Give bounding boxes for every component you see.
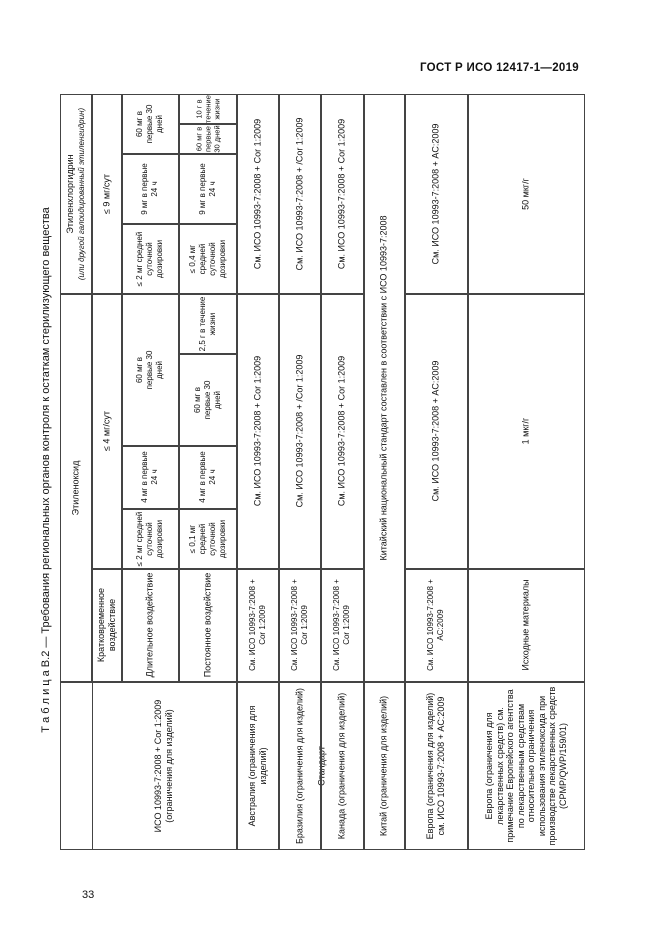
regulatory-table [60,94,585,850]
header-standard: Стандарт [60,682,585,850]
iso-perm-ech-daily: ≤ 0,4 мг средней суточной дозировки [179,224,237,294]
iso-perm-ech-24h: 9 мг в первые 24 ч [179,154,237,224]
row-europe-devices-exposure: См. ИСО 10993-7:2008 + AC:2009 [405,569,468,682]
row-canada-eo: См. ИСО 10993-7:2008 + Cor 1:2009 [321,294,364,569]
header-ech [60,94,92,294]
row-europe-devices-eo: См. ИСО 10993-7:2008 + AC:2009 [405,294,468,569]
iso-perm-eo-lifetime: 2,5 г в течение жизни [179,294,237,354]
iso-long-eo-daily: ≤ 2 мг средней суточной дозировки [122,509,179,569]
row-brazil-eo: См. ИСО 10993-7:2008 + /Cor 1:2009 [279,294,321,569]
iso-long-eo-24h: 4 мг в первые 24 ч [122,446,179,509]
iso-perm-eo-daily: ≤ 0,1 мг средней суточной дозировки [179,509,237,569]
row-europe-devices-ech: См. ИСО 10993-7:2008 + AC:2009 [405,94,468,294]
iso-short-eo: ≤ 4 мг/сут [92,294,122,569]
row-canada-exposure: См. ИСО 10993-7:2008 + Cor 1:2009 [321,569,364,682]
page-number: 33 [82,889,95,901]
iso-long-eo-30d: 60 мг в первые 30 дней [122,294,179,446]
row-canada-ech: См. ИСО 10993-7:2008 + Cor 1:2009 [321,94,364,294]
iso-perm-eo-24h: 4 мг в первые 24 ч [179,446,237,509]
row-canada-standard: Канада (ограничения для изделий) [321,682,364,850]
row-europe-devices-standard: Европа (ограничения для изделий) см. ИСО 10993-7:2008 + AC:2009 [405,682,468,850]
iso-long-exposure: Длительное воздействие [122,569,179,682]
row-australia-exposure: См. ИСО 10993-7:2008 + Cor 1:2009 [237,569,279,682]
row-europe-medicines-ech: 50 мкг/г [468,94,585,294]
row-china-standard: Китай (ограничения для изделий) [364,682,405,850]
iso-short-ech: ≤ 9 мг/сут [92,94,122,294]
row-europe-medicines-eo: 1 мкг/г [468,294,585,569]
row-brazil-ech: См. ИСО 10993-7:2008 + /Cor 1:2009 [279,94,321,294]
table-caption: Т а б л и ц а В.2 — Требования региональных органов контроля к остаткам стерилизующего вещества [40,207,52,733]
iso-perm-eo-30d: 60 мг в первые 30 дней [179,354,237,446]
row-europe-medicines-exposure: Исходные материалы [468,569,585,682]
iso-short-exposure: Кратковременное воздействие [92,569,122,682]
row-australia-ech: См. ИСО 10993-7:2008 + Cor 1:2009 [237,94,279,294]
row-brazil-exposure: См. ИСО 10993-7:2008 + Cor 1:2009 [279,569,321,682]
row-europe-medicines-standard: Европа (ограничения для лекарственных средств) см. примечание Европейского агентства по лекарственным средствам относительно ограничения использования этиленоксида при производстве лекарственных средств (CPMP/QWP/159/01) [468,682,585,850]
iso-perm-exposure: Постоянное воздействие [179,569,237,682]
header-ech-title: Этиленхлоргидрин [64,153,75,234]
row-brazil-standard: Бразилия (ограничения для изделий) [279,682,321,850]
row-china-merged: Китайский национальный стандарт составлен в соответствии с ИСО 10993-7:2008 [364,94,405,682]
row-iso-standard: ИСО 10993-7:2008 + Cor 1:2009 (ограничения для изделий) [92,682,237,850]
row-australia-eo: См. ИСО 10993-7:2008 + Cor 1:2009 [237,294,279,569]
header-eo: Этиленоксид [60,294,92,682]
header-ech-subtitle: (или другой галоидированный этиленгидрин) [76,107,86,280]
iso-long-ech-daily: ≤ 2 мг средней суточной дозировки [122,224,179,294]
row-australia-standard: Австралия (ограничения для изделий) [237,682,279,850]
standard-designation: ГОСТ Р ИСО 12417-1—2019 [419,62,579,74]
iso-perm-ech-lifetime: 10 г в течение жизни [179,94,237,124]
iso-perm-ech-30d: 60 мг в первые 30 дней [179,124,237,154]
iso-long-ech-24h: 9 мг в первые 24 ч [122,154,179,224]
iso-long-ech-30d: 60 мг в первые 30 дней [122,94,179,154]
